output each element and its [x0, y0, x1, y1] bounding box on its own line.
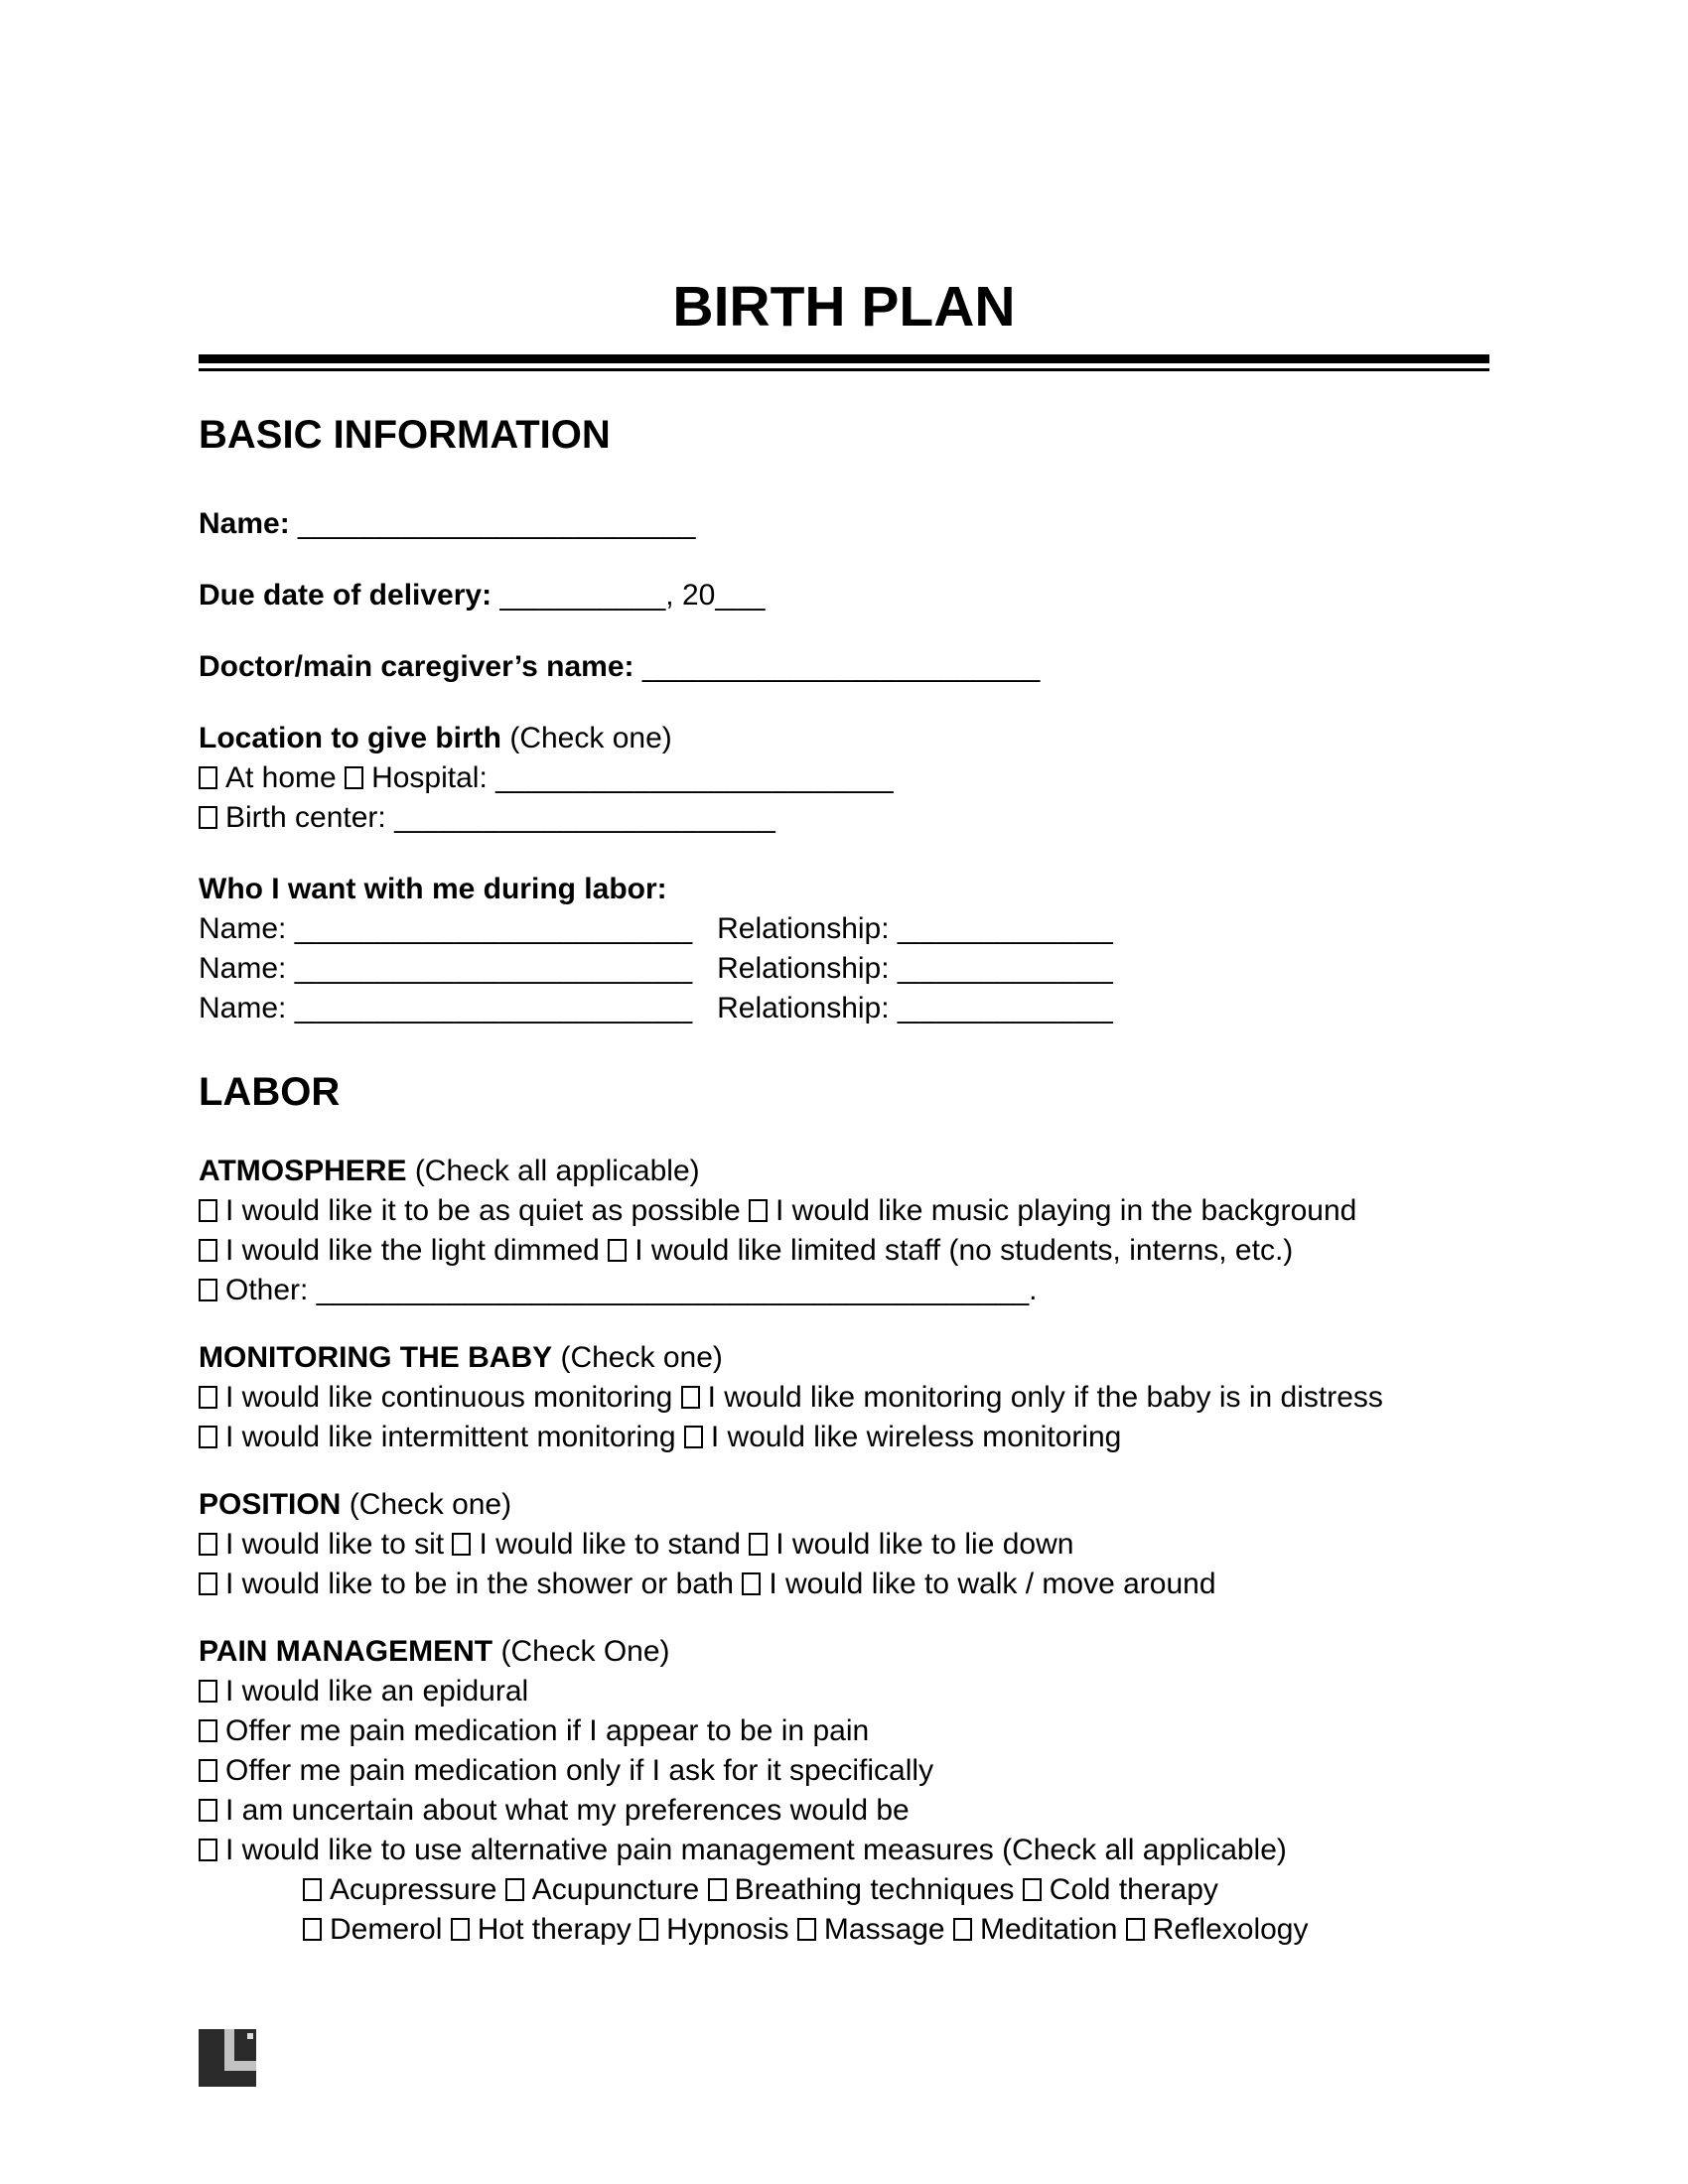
checkbox-icon — [345, 766, 363, 789]
birth-center-option — [199, 801, 775, 834]
option-label: I would like music playing in the background — [774, 1194, 1357, 1227]
checkbox-icon — [1023, 1878, 1042, 1901]
companion-relationship-blank: _____________ — [897, 992, 1113, 1024]
checkbox-option — [742, 1568, 1215, 1600]
option-label: I would like an epidural — [225, 1675, 529, 1707]
checkbox-icon — [303, 1878, 322, 1901]
checkbox-line-indented — [199, 1870, 1489, 1910]
pain-management-group — [199, 1632, 1489, 1950]
option-label: I would like to use alternative pain management measures (Check all applicable) — [225, 1834, 1287, 1866]
checkbox-icon — [199, 766, 217, 789]
companion-relationship-label: Relationship: — [717, 912, 890, 945]
birth-center-blank: _______________________ — [394, 801, 775, 834]
checkbox-icon — [199, 1799, 217, 1822]
checkbox-option — [199, 1194, 741, 1227]
checkbox-icon — [199, 1533, 217, 1556]
option-label: Demerol — [330, 1913, 443, 1946]
pain-hint: (Check One) — [500, 1635, 670, 1668]
option-label: I would like to lie down — [775, 1528, 1074, 1561]
option-label: I would like to walk / move around — [769, 1568, 1216, 1600]
checkbox-option — [199, 1381, 672, 1414]
option-label: Hypnosis — [666, 1913, 789, 1946]
checkbox-option — [199, 1714, 869, 1747]
checkbox-icon — [199, 1239, 217, 1262]
option-label: Breathing techniques — [734, 1873, 1015, 1906]
checkbox-option — [749, 1194, 1356, 1227]
basic-information-heading: BASIC INFORMATION — [199, 413, 611, 457]
checkbox-line — [199, 1525, 1489, 1565]
checkbox-icon — [681, 1386, 700, 1409]
companions-heading-line — [199, 870, 1489, 909]
legal-templates-logo — [199, 2029, 256, 2087]
basic-information-section — [199, 411, 1489, 1028]
name-blank: ________________________ — [298, 507, 696, 540]
checkbox-icon — [199, 1680, 217, 1703]
monitoring-hint: (Check one) — [560, 1341, 723, 1374]
option-label: Acupressure — [330, 1873, 497, 1906]
birth-center-label: Birth center: — [225, 801, 386, 834]
position-heading-line — [199, 1485, 1489, 1525]
checkbox-icon — [608, 1239, 627, 1262]
checkbox-icon — [1126, 1918, 1145, 1941]
checkbox-option — [199, 1528, 444, 1561]
checkbox-option — [684, 1421, 1122, 1453]
logo-dot — [247, 2033, 253, 2039]
atmosphere-group — [199, 1152, 1489, 1310]
companion-relationship-blank: _____________ — [897, 912, 1113, 945]
option-label: Hot therapy — [477, 1913, 632, 1946]
option-label: Acupuncture — [531, 1873, 700, 1906]
divider-thin-line — [199, 368, 1489, 371]
checkbox-option — [953, 1913, 1117, 1946]
atmosphere-heading-line — [199, 1152, 1489, 1191]
position-group — [199, 1485, 1489, 1604]
companion-name-label: Name: — [199, 992, 287, 1024]
checkbox-option — [199, 1834, 1287, 1866]
atmosphere-hint: (Check all applicable) — [414, 1155, 700, 1187]
checkbox-option — [1126, 1913, 1309, 1946]
due-date-field — [199, 576, 1489, 615]
checkbox-icon — [639, 1918, 658, 1941]
checkbox-line — [199, 1831, 1489, 1870]
logo-l-horizontal-bar — [224, 2061, 256, 2071]
checkbox-icon — [199, 1426, 217, 1448]
position-hint: (Check one) — [349, 1488, 512, 1521]
companions-group — [199, 870, 1489, 1028]
position-title: POSITION — [199, 1488, 342, 1521]
checkbox-icon — [953, 1918, 972, 1941]
companion-name-blank: ________________________ — [294, 952, 693, 985]
hospital-option — [345, 761, 894, 794]
title-divider — [199, 354, 1489, 371]
checkbox-option — [199, 1675, 528, 1707]
checkbox-option — [708, 1873, 1015, 1906]
hospital-label: Hospital: — [371, 761, 488, 794]
companion-name-label: Name: — [199, 912, 287, 945]
location-hint: (Check one) — [509, 722, 672, 754]
checkbox-option — [199, 1568, 734, 1600]
monitoring-heading-line — [199, 1338, 1489, 1378]
option-label: Cold therapy — [1049, 1873, 1218, 1906]
option-label: I would like wireless monitoring — [710, 1421, 1122, 1453]
due-date-year-blank: ___ — [715, 579, 766, 612]
option-label: I am uncertain about what my preferences would be — [225, 1794, 910, 1827]
checkbox-icon — [199, 1279, 217, 1301]
option-label: I would like the light dimmed — [225, 1234, 600, 1267]
page-title: BIRTH PLAN — [672, 275, 1016, 339]
checkbox-icon — [199, 806, 217, 829]
option-label: I would like continuous monitoring — [225, 1381, 673, 1414]
monitoring-group — [199, 1338, 1489, 1457]
name-label: Name: — [199, 507, 290, 540]
option-label: I would like limited staff (no students, interns, etc.) — [634, 1234, 1294, 1267]
checkbox-option — [639, 1913, 788, 1946]
checkbox-option — [797, 1913, 945, 1946]
option-label: Reflexology — [1152, 1913, 1309, 1946]
at-home-option — [199, 761, 337, 794]
checkbox-line — [199, 1672, 1489, 1711]
checkbox-option — [199, 1754, 933, 1787]
option-label: I would like to stand — [479, 1528, 741, 1561]
option-label: I would like to be in the shower or bath — [225, 1568, 734, 1600]
checkbox-line — [199, 1791, 1489, 1831]
atmosphere-title: ATMOSPHERE — [199, 1155, 407, 1187]
checkbox-option — [681, 1381, 1383, 1414]
companion-row — [199, 909, 1489, 949]
companion-name-label: Name: — [199, 952, 287, 985]
option-label: Offer me pain medication only if I ask for it specifically — [225, 1754, 934, 1787]
option-label: I would like it to be as quiet as possible — [225, 1194, 741, 1227]
checkbox-line — [199, 1418, 1489, 1457]
due-date-blank: __________ — [499, 579, 666, 612]
companion-relationship-label: Relationship: — [717, 952, 890, 985]
doctor-blank: ________________________ — [641, 650, 1041, 683]
checkbox-option — [199, 1794, 910, 1827]
companion-relationship-label: Relationship: — [717, 992, 890, 1024]
companion-name-blank: ________________________ — [294, 992, 693, 1024]
option-label: I would like to sit — [225, 1528, 445, 1561]
checkbox-option — [505, 1873, 699, 1906]
checkbox-icon — [708, 1878, 727, 1901]
other-label: Other: — [225, 1274, 309, 1306]
checkbox-option — [608, 1234, 1293, 1267]
checkbox-icon — [199, 1839, 217, 1861]
other-blank: ___________________________________________ — [316, 1274, 1030, 1306]
checkbox-line — [199, 1565, 1489, 1604]
labor-section — [199, 1068, 1489, 1950]
companion-row — [199, 949, 1489, 989]
checkbox-icon — [684, 1426, 703, 1448]
due-date-century: , 20 — [665, 579, 716, 612]
checkbox-icon — [199, 1199, 217, 1222]
checkbox-icon — [199, 1572, 217, 1595]
checkbox-option — [199, 1421, 676, 1453]
checkbox-option — [451, 1913, 632, 1946]
labor-heading: LABOR — [199, 1070, 341, 1114]
companion-row — [199, 989, 1489, 1028]
checkbox-icon — [199, 1719, 217, 1742]
checkbox-option — [749, 1528, 1073, 1561]
checkbox-icon — [505, 1878, 524, 1901]
location-group — [199, 719, 1489, 838]
checkbox-icon — [749, 1199, 768, 1222]
companion-relationship-blank: _____________ — [897, 952, 1113, 985]
checkbox-option — [303, 1913, 442, 1946]
option-label: Massage — [823, 1913, 945, 1946]
option-label: I would like intermittent monitoring — [225, 1421, 676, 1453]
location-option-line — [199, 798, 1489, 838]
checkbox-icon — [452, 1533, 471, 1556]
checkbox-option — [199, 1234, 600, 1267]
due-date-label: Due date of delivery: — [199, 579, 492, 612]
doctor-field — [199, 647, 1489, 687]
companion-name-blank: ________________________ — [294, 912, 693, 945]
divider-thick-line — [199, 354, 1489, 363]
name-field — [199, 504, 1489, 544]
checkbox-line — [199, 1191, 1489, 1231]
doctor-label: Doctor/main caregiver’s name: — [199, 650, 634, 683]
checkbox-line — [199, 1711, 1489, 1751]
checkbox-icon — [303, 1918, 322, 1941]
at-home-label: At home — [225, 761, 337, 794]
checkbox-icon — [742, 1572, 761, 1595]
checkbox-line — [199, 1378, 1489, 1418]
location-heading-line — [199, 719, 1489, 758]
checkbox-icon — [199, 1386, 217, 1409]
location-option-line — [199, 758, 1489, 798]
checkbox-icon — [749, 1533, 768, 1556]
checkbox-line — [199, 1751, 1489, 1791]
checkbox-line-indented — [199, 1910, 1489, 1950]
pain-title: PAIN MANAGEMENT — [199, 1635, 493, 1668]
hospital-blank: ________________________ — [495, 761, 894, 794]
checkbox-icon — [451, 1918, 470, 1941]
checkbox-line — [199, 1231, 1489, 1271]
monitoring-title: MONITORING THE BABY — [199, 1341, 553, 1374]
checkbox-icon — [797, 1918, 816, 1941]
other-option — [199, 1274, 1038, 1306]
checkbox-line — [199, 1271, 1489, 1310]
companions-label: Who I want with me during labor: — [199, 873, 667, 905]
location-label: Location to give birth — [199, 722, 501, 754]
option-label: Meditation — [979, 1913, 1118, 1946]
pain-heading-line — [199, 1632, 1489, 1672]
other-suffix: . — [1029, 1274, 1038, 1306]
option-label: I would like monitoring only if the baby is in distress — [707, 1381, 1383, 1414]
option-label: Offer me pain medication if I appear to be in pain — [225, 1714, 870, 1747]
checkbox-option — [1023, 1873, 1218, 1906]
checkbox-option — [303, 1873, 496, 1906]
checkbox-icon — [199, 1759, 217, 1782]
checkbox-option — [452, 1528, 740, 1561]
